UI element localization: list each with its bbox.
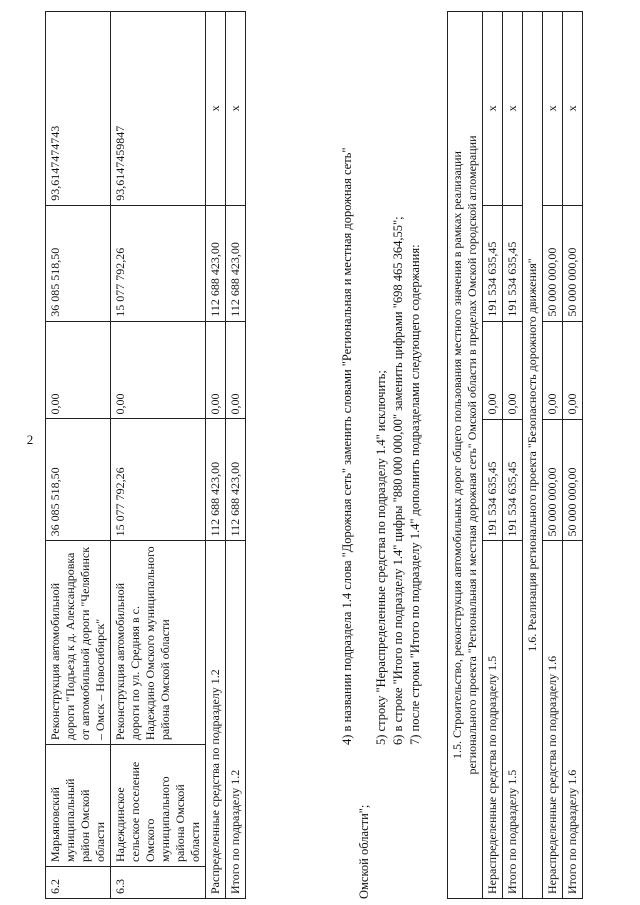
share-cell: x xyxy=(563,12,583,206)
row-label: Нераспределенные средства по подразделу 1.6 xyxy=(543,541,563,899)
object-cell: Реконструкция автомобильной дороги по ул. Средняя в с. Надеждино Омского муниципального района Омской области xyxy=(111,541,206,745)
distributed-row xyxy=(206,12,226,899)
paragraph-6: 6) в строке "Итого по подразделу 1.4" цифры "880 000 000,00" заменить цифрами "698 465 364,55"; xyxy=(391,216,405,745)
row-label: Итого по подразделу 1.6 xyxy=(563,541,583,899)
regional-cell: 50 000 000,00 xyxy=(543,205,563,321)
share-cell: x xyxy=(503,12,523,206)
federal-cell: 0,00 xyxy=(111,321,206,419)
table-row xyxy=(543,12,563,899)
table-row xyxy=(503,12,523,899)
table-row xyxy=(563,12,583,899)
federal-cell: 0,00 xyxy=(503,321,523,419)
federal-cell: 0,00 xyxy=(206,321,226,419)
total-cell: 50 000 000,00 xyxy=(563,419,583,541)
regional-cell: 15 077 792,26 xyxy=(111,205,206,321)
row-label: Распределенные средства по подразделу 1.2 xyxy=(206,541,226,899)
federal-cell: 0,00 xyxy=(226,321,246,419)
regional-cell: 191 534 635,45 xyxy=(503,205,523,321)
object-cell: Реконструкция автомобильной дороги "Подъезд к д. Александровка от автомобильной дороги "Челябинск – Омск – Новосибирск" xyxy=(46,541,111,745)
share-cell: 93,6147474743 xyxy=(46,12,111,206)
new-subsections-table xyxy=(447,11,583,899)
heading-line: 1.5. Строительство, реконструкция автомобильных дорог общего пользования местного значения в рамках реализации xyxy=(450,151,464,759)
share-cell: x xyxy=(483,12,503,206)
federal-cell: 0,00 xyxy=(46,321,111,419)
regional-cell: 112 688 423,00 xyxy=(206,205,226,321)
federal-cell: 0,00 xyxy=(543,321,563,419)
paragraph-4-continued: Омской области"; xyxy=(357,804,371,899)
page-number: 2 xyxy=(26,432,34,447)
table-row xyxy=(483,12,503,899)
share-cell: 93,6147459847 xyxy=(111,12,206,206)
regional-cell: 50 000 000,00 xyxy=(563,205,583,321)
total-cell: 15 077 792,26 xyxy=(111,419,206,541)
heading-line: 1.6. Реализация регионального проекта "Безопасность дорожного движения" xyxy=(523,12,543,899)
municipality-cell: Надеждинское сельское поселение Омского муниципального района Омской области xyxy=(111,745,206,867)
paragraph-4: 4) в названии подраздела 1.4 слова "Дорожная сеть" заменить словами "Региональная и местная дорожная сеть" xyxy=(340,147,354,745)
subsection-1-2-table xyxy=(45,11,246,899)
regional-cell: 36 085 518,50 xyxy=(46,205,111,321)
share-cell: x xyxy=(206,12,226,206)
total-cell: 112 688 423,00 xyxy=(226,419,246,541)
share-cell: x xyxy=(226,12,246,206)
paragraph-7: 7) после строки "Итого по подразделу 1.4" дополнить подразделами следующего содержания: xyxy=(408,244,422,745)
total-cell: 50 000 000,00 xyxy=(543,419,563,541)
paragraph-5: 5) строку "Нераспределенные средства по подразделу 1.4" исключить; xyxy=(374,370,388,745)
table-row xyxy=(46,12,111,899)
municipality-cell: Марьяновский муниципальный район Омской области xyxy=(46,745,111,867)
total-cell: 36 085 518,50 xyxy=(46,419,111,541)
row-label: Итого по подразделу 1.2 xyxy=(226,541,246,899)
share-cell: x xyxy=(543,12,563,206)
heading-line: регионального проекта "Региональная и местная дорожная сеть" Омской области в пределах Омской городской агломерации xyxy=(465,135,479,775)
total-cell: 112 688 423,00 xyxy=(206,419,226,541)
regional-cell: 191 534 635,45 xyxy=(483,205,503,321)
federal-cell: 0,00 xyxy=(483,321,503,419)
total-row xyxy=(226,12,246,899)
total-cell: 191 534 635,45 xyxy=(503,419,523,541)
subsection-1-5-heading xyxy=(448,12,483,899)
table-row xyxy=(111,12,206,899)
row-number: 6.3 xyxy=(111,867,206,899)
total-cell: 191 534 635,45 xyxy=(483,419,503,541)
row-label: Нераспределенные средства по подразделу 1.5 xyxy=(483,541,503,899)
regional-cell: 112 688 423,00 xyxy=(226,205,246,321)
subsection-1-6-heading xyxy=(523,12,543,899)
row-number: 6.2 xyxy=(46,867,111,899)
row-label: Итого по подразделу 1.5 xyxy=(503,541,523,899)
federal-cell: 0,00 xyxy=(563,321,583,419)
